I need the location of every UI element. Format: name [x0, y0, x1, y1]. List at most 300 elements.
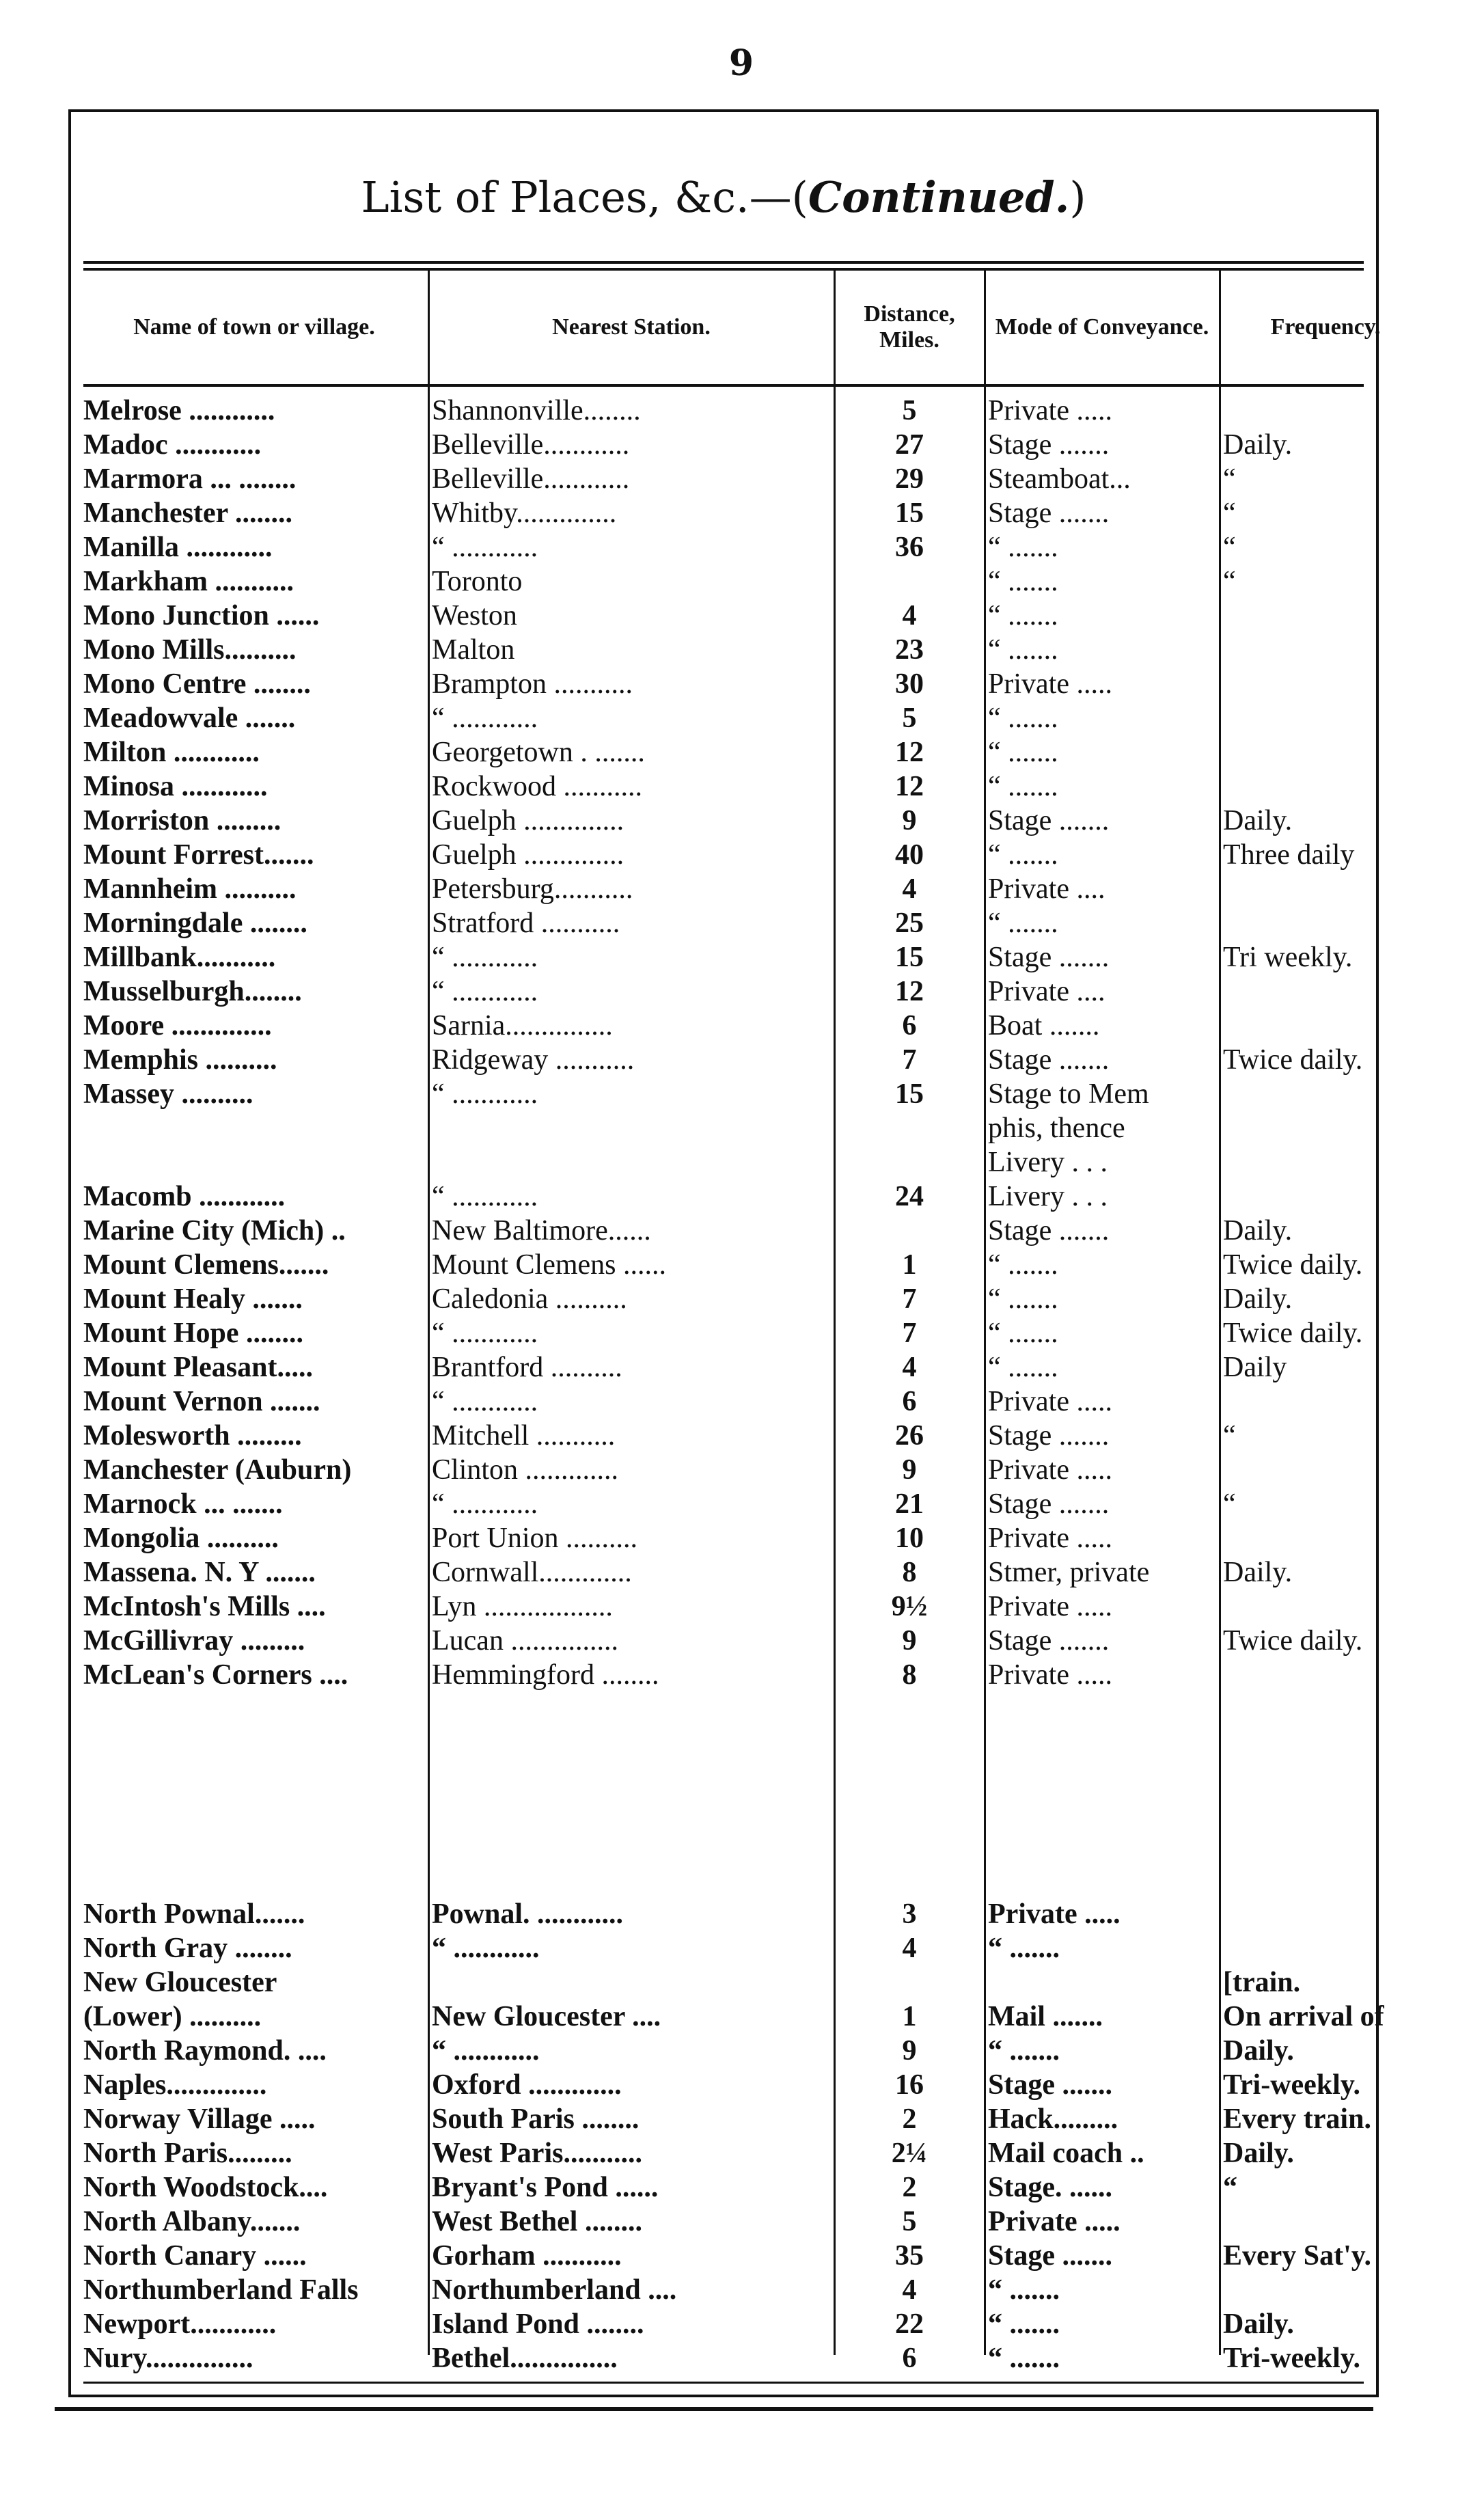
cell-town: Mount Clemens....... [83, 1249, 329, 1281]
cell-distance: 8 [902, 1557, 917, 1588]
cell-town: Manilla ............ [83, 532, 273, 563]
cell-station: Island Pond ........ [432, 2308, 644, 2340]
cell-mode: Stage ....... [988, 805, 1110, 836]
cell-town: Mongolia .......... [83, 1523, 279, 1554]
cell-station: Stratford ........... [432, 908, 620, 939]
cell-station: Georgetown . ....... [432, 737, 645, 768]
cell-mode: Stage ....... [988, 1625, 1110, 1657]
cell-town: North Pownal....... [83, 1898, 305, 1930]
cell-mode: Private ..... [988, 1523, 1112, 1554]
cell-station: Mount Clemens ...... [432, 1249, 666, 1281]
cell-mode: “ ....... [988, 634, 1058, 666]
table-row [71, 1248, 1376, 1282]
cell-mode: “ ....... [988, 1283, 1058, 1315]
cell-town: North Paris......... [83, 2138, 292, 2169]
table-row [71, 1145, 1376, 1180]
table-row [71, 1555, 1376, 1590]
cell-frequency: “ [1223, 463, 1236, 495]
cell-distance: 15 [895, 497, 924, 529]
cell-station: Belleville............ [432, 463, 630, 495]
table-row [71, 735, 1376, 769]
cell-station: Oxford ............. [432, 2069, 622, 2101]
cell-mode: Boat ....... [988, 1010, 1100, 1041]
table-row [71, 1931, 1376, 1965]
cell-station: Shannonville........ [432, 395, 641, 426]
cell-station: Petersburg........... [432, 873, 633, 905]
cell-distance: 3 [902, 1898, 917, 1930]
cell-station: “ ............ [432, 1318, 538, 1349]
cell-station: Ridgeway ........... [432, 1044, 635, 1076]
cell-town: Nury............... [83, 2343, 253, 2374]
header-station: Nearest Station. [552, 314, 711, 340]
cell-station: “ ............ [432, 1488, 538, 1520]
table-row [71, 1009, 1376, 1043]
cell-town: Madoc ............ [83, 429, 262, 461]
cell-town: Mannheim .......... [83, 873, 297, 905]
table-row [71, 2273, 1376, 2307]
cell-distance: 1 [902, 1249, 917, 1281]
cell-town: Morriston ......... [83, 805, 281, 836]
cell-mode: “ ....... [988, 2035, 1060, 2067]
cell-mode: Stage ....... [988, 1215, 1110, 1246]
title-italic: Continued. [808, 172, 1070, 222]
cell-distance: 12 [895, 771, 924, 802]
cell-station: Northumberland .... [432, 2274, 677, 2306]
table-row [71, 1795, 1376, 1829]
cell-distance: 4 [902, 1933, 917, 1964]
header-frequency: Frequency. [1270, 314, 1381, 340]
cell-station: Guelph .............. [432, 839, 624, 871]
cell-distance: 27 [895, 429, 924, 461]
cell-town: North Woodstock.... [83, 2172, 328, 2203]
table-header [71, 273, 1381, 382]
cell-station: “ ............ [432, 1933, 540, 1964]
cell-town: North Albany....... [83, 2206, 301, 2237]
cell-distance: 30 [895, 668, 924, 700]
cell-mode: Private ..... [988, 1591, 1112, 1622]
table-row [71, 1282, 1376, 1316]
cell-frequency: Tri weekly. [1223, 942, 1353, 973]
table-row [71, 564, 1376, 599]
cell-mode: “ ....... [988, 2308, 1060, 2340]
cell-town: Marnock ... ....... [83, 1488, 283, 1520]
cell-town: North Raymond. .... [83, 2035, 327, 2067]
cell-distance: 16 [895, 2069, 924, 2101]
cell-frequency: Daily. [1223, 2138, 1294, 2169]
cell-distance: 9 [902, 1454, 917, 1486]
cell-frequency: Daily. [1223, 429, 1293, 461]
cell-town: Meadowvale ....... [83, 703, 296, 734]
cell-town: McLean's Corners .... [83, 1659, 348, 1691]
cell-distance: 2¼ [891, 2138, 928, 2169]
cell-town: Moore .............. [83, 1010, 272, 1041]
cell-mode: Stage. ...... [988, 2172, 1112, 2203]
cell-station: “ ............ [432, 942, 538, 973]
cell-mode: “ ....... [988, 1933, 1060, 1964]
cell-frequency: Daily. [1223, 1283, 1293, 1315]
table-row [71, 599, 1376, 633]
cell-station: Toronto [432, 566, 523, 597]
cell-distance: 12 [895, 737, 924, 768]
table-row [71, 1897, 1376, 1931]
cell-frequency: “ [1223, 497, 1236, 529]
cell-frequency: “ [1223, 532, 1236, 563]
cell-station: “ ............ [432, 532, 538, 563]
table-row [71, 701, 1376, 735]
cell-station: “ ............ [432, 1181, 538, 1212]
table-row [71, 2034, 1376, 2068]
cell-distance: 9½ [891, 1591, 928, 1622]
cell-town: Norway Village ..... [83, 2103, 316, 2135]
cell-town: Mount Pleasant..... [83, 1352, 313, 1383]
table-row [71, 667, 1376, 701]
cell-town: Mono Centre ........ [83, 668, 311, 700]
table-row [71, 2102, 1376, 2136]
cell-frequency: Tri-weekly. [1223, 2069, 1361, 2101]
cell-station: “ ............ [432, 1078, 538, 1110]
cell-station: West Bethel ........ [432, 2206, 642, 2237]
table-row [71, 1487, 1376, 1521]
table-row [71, 1692, 1376, 1726]
cell-town: Melrose ............ [83, 395, 275, 426]
cell-distance: 9 [902, 1625, 917, 1657]
header-top-rule-2 [83, 268, 1364, 271]
cell-station: Rockwood ........... [432, 771, 642, 802]
cell-distance: 36 [895, 532, 924, 563]
cell-distance: 10 [895, 1523, 924, 1554]
cell-distance: 4 [902, 873, 917, 905]
cell-station: Cornwall............. [432, 1557, 632, 1588]
cell-town: Manchester (Auburn) [83, 1454, 352, 1486]
cell-mode: Stage to Mem [988, 1078, 1149, 1110]
table-row [71, 394, 1376, 428]
cell-mode: “ ....... [988, 2274, 1060, 2306]
cell-distance: 4 [902, 1352, 917, 1383]
cell-station: Bryant's Pond ...... [432, 2172, 659, 2203]
table-row [71, 1316, 1376, 1350]
cell-station: Malton [432, 634, 515, 666]
title-main: List of Places, &c.—( [361, 172, 808, 222]
cell-station: Clinton ............. [432, 1454, 619, 1486]
cell-distance: 26 [895, 1420, 924, 1451]
page-number: 9 [728, 42, 754, 84]
cell-distance: 6 [902, 1386, 917, 1417]
cell-frequency: Daily [1223, 1352, 1287, 1383]
cell-station: Brampton ........... [432, 668, 633, 700]
cell-station: Weston [432, 600, 517, 631]
cell-station: “ ............ [432, 1386, 538, 1417]
cell-frequency: Daily. [1223, 1557, 1293, 1588]
cell-mode: “ ....... [988, 532, 1058, 563]
cell-station: Whitby.............. [432, 497, 617, 529]
cell-mode: Steamboat... [988, 463, 1131, 495]
cell-mode: Private .... [988, 873, 1105, 905]
cell-mode: Livery . . . [988, 1181, 1108, 1212]
cell-station: Gorham ........... [432, 2240, 622, 2272]
cell-town: Newport............ [83, 2308, 277, 2340]
title-close: ) [1069, 172, 1086, 222]
cell-distance: 5 [902, 2206, 917, 2237]
cell-mode: “ ....... [988, 737, 1058, 768]
cell-frequency: Tri-weekly. [1223, 2343, 1361, 2374]
cell-frequency: “ [1223, 1420, 1236, 1451]
cell-distance: 15 [895, 942, 924, 973]
cell-station: West Paris........... [432, 2138, 642, 2169]
cell-town: Molesworth ......... [83, 1420, 302, 1451]
cell-distance: 4 [902, 2274, 917, 2306]
table-row [71, 1829, 1376, 1863]
table-row [71, 2000, 1384, 2034]
cell-mode: Stage ....... [988, 429, 1110, 461]
cell-mode: Stmer, private [988, 1557, 1150, 1588]
page-title [71, 172, 1376, 222]
table-row [71, 2068, 1376, 2102]
cell-station: “ ............ [432, 703, 538, 734]
table-row [71, 1521, 1376, 1555]
cell-frequency: Twice daily. [1223, 1044, 1363, 1076]
cell-frequency: Daily. [1223, 2308, 1294, 2340]
cell-mode: Private ..... [988, 668, 1112, 700]
cell-mode: “ ....... [988, 839, 1058, 871]
cell-mode: Private ..... [988, 1898, 1121, 1930]
cell-town: Milton ............ [83, 737, 260, 768]
cell-mode: Stage ....... [988, 497, 1110, 529]
cell-mode: Hack......... [988, 2103, 1118, 2135]
cell-town: Manchester ........ [83, 497, 292, 529]
cell-distance: 2 [902, 2103, 917, 2135]
header-bottom-rule [83, 384, 1364, 387]
cell-frequency: Three daily [1223, 839, 1355, 871]
table-row [71, 1590, 1376, 1624]
table-row [71, 530, 1376, 564]
cell-town: Massena. N. Y ....... [83, 1557, 316, 1588]
table-row [71, 1077, 1376, 1111]
cell-station: Brantford .......... [432, 1352, 622, 1383]
cell-station: Pownal. ............ [432, 1898, 624, 1930]
cell-town: North Canary ...... [83, 2240, 307, 2272]
table-row [71, 1965, 1376, 2000]
cell-frequency: “ [1223, 2172, 1237, 2203]
cell-frequency: Every train. [1223, 2103, 1371, 2135]
cell-distance: 35 [895, 2240, 924, 2272]
cell-station: Port Union .......... [432, 1523, 638, 1554]
cell-town: North Gray ........ [83, 1933, 292, 1964]
cell-mode: “ ....... [988, 771, 1058, 802]
cell-station: Mitchell ........... [432, 1420, 616, 1451]
table-frame [68, 109, 1384, 2397]
table-row [71, 1043, 1376, 1077]
cell-distance: 9 [902, 2035, 917, 2067]
cell-town: McIntosh's Mills .... [83, 1591, 326, 1622]
cell-mode: Private ..... [988, 1454, 1112, 1486]
cell-town: Minosa ............ [83, 771, 268, 802]
cell-town: Musselburgh........ [83, 976, 302, 1007]
cell-distance: 23 [895, 634, 924, 666]
header-top-rule [83, 261, 1364, 264]
cell-distance: 8 [902, 1659, 917, 1691]
cell-distance: 9 [902, 805, 917, 836]
cell-town: Northumberland Falls [83, 2274, 359, 2306]
table-row [71, 940, 1376, 974]
cell-mode: “ ....... [988, 1249, 1058, 1281]
page-bottom-rule [55, 2407, 1373, 2411]
cell-town: Macomb ............ [83, 1181, 286, 1212]
cell-mode: “ ....... [988, 600, 1058, 631]
table-row [71, 496, 1376, 530]
cell-mode: Private ..... [988, 1386, 1112, 1417]
cell-mode: Stage ....... [988, 1488, 1110, 1520]
cell-distance: 7 [902, 1318, 917, 1349]
cell-town: Millbank........... [83, 942, 276, 973]
cell-station: “ ............ [432, 2035, 540, 2067]
cell-station: Guelph .............. [432, 805, 624, 836]
cell-mode: Stage ....... [988, 1420, 1110, 1451]
cell-distance: 24 [895, 1181, 924, 1212]
cell-distance: 40 [895, 839, 924, 871]
cell-town: McGillivray ......... [83, 1625, 305, 1657]
cell-town: Mono Junction ...... [83, 600, 320, 631]
cell-station: Lyn .................. [432, 1591, 613, 1622]
cell-town: Mono Mills.......... [83, 634, 297, 666]
cell-station: Sarnia............... [432, 1010, 613, 1041]
cell-mode: Private ..... [988, 2206, 1121, 2237]
table-row [71, 1726, 1376, 1760]
cell-mode: Private ..... [988, 395, 1112, 426]
cell-distance: 4 [902, 600, 917, 631]
cell-town: Markham ........... [83, 566, 294, 597]
cell-distance: 12 [895, 976, 924, 1007]
table-row [71, 1419, 1376, 1453]
cell-frequency: Daily. [1223, 2035, 1294, 2067]
cell-mode: Stage ....... [988, 1044, 1110, 1076]
cell-mode: Stage ....... [988, 942, 1110, 973]
cell-distance: 22 [895, 2308, 924, 2340]
cell-station: New Gloucester .... [432, 2001, 661, 2032]
cell-town: Naples.............. [83, 2069, 267, 2101]
cell-distance: 1 [902, 2001, 917, 2032]
cell-frequency: Twice daily. [1223, 1625, 1363, 1657]
table-row [71, 462, 1376, 496]
cell-distance: 7 [902, 1283, 917, 1315]
table-row [71, 428, 1376, 462]
cell-town: Morningdale ........ [83, 908, 307, 939]
table-row [71, 1658, 1376, 1692]
table-row [71, 2239, 1376, 2273]
cell-distance: 2 [902, 2172, 917, 2203]
table-row [71, 633, 1376, 667]
cell-town: New Gloucester [83, 1967, 277, 1998]
cell-station: Bethel............... [432, 2343, 618, 2374]
table-row [71, 1385, 1376, 1419]
table-row [71, 804, 1376, 838]
cell-mode: Livery . . . [988, 1147, 1108, 1178]
table-row [71, 838, 1376, 872]
cell-station: “ ............ [432, 976, 538, 1007]
cell-mode: Stage ....... [988, 2240, 1112, 2272]
header-mode: Mode of Conveyance. [995, 314, 1209, 340]
table-row [71, 1350, 1376, 1385]
cell-distance: 5 [902, 395, 917, 426]
cell-mode: “ ....... [988, 703, 1058, 734]
table-row [71, 2341, 1376, 2375]
cell-town: Marine City (Mich) .. [83, 1215, 346, 1246]
table-row [71, 1760, 1376, 1795]
cell-station: New Baltimore...... [432, 1215, 651, 1246]
cell-frequency: Daily. [1223, 805, 1293, 836]
table-row [71, 974, 1376, 1009]
cell-distance: 7 [902, 1044, 917, 1076]
cell-mode: Mail ....... [988, 2001, 1103, 2032]
cell-mode: “ ....... [988, 2343, 1060, 2374]
cell-town: Mount Forrest....... [83, 839, 314, 871]
table-row [71, 1453, 1376, 1487]
cell-mode: “ ....... [988, 1318, 1058, 1349]
header-distance: Distance, Miles. [864, 301, 955, 353]
cell-distance: 5 [902, 703, 917, 734]
table-row [71, 769, 1376, 804]
cell-mode: Mail coach .. [988, 2138, 1144, 2169]
cell-town: Memphis .......... [83, 1044, 277, 1076]
cell-station: Hemmingford ........ [432, 1659, 659, 1691]
table-row [71, 906, 1376, 940]
cell-frequency: “ [1223, 566, 1236, 597]
cell-frequency: Twice daily. [1223, 1318, 1363, 1349]
cell-station: Belleville............ [432, 429, 630, 461]
cell-frequency: “ [1223, 1488, 1236, 1520]
cell-station: South Paris ........ [432, 2103, 640, 2135]
cell-mode: Private .... [988, 976, 1105, 1007]
table-row [71, 2307, 1376, 2341]
cell-distance: 21 [895, 1488, 924, 1520]
table-row [71, 1111, 1376, 1145]
table-row [71, 2170, 1376, 2205]
table-row [71, 2136, 1376, 2170]
cell-frequency: [train. [1223, 1967, 1301, 1998]
cell-mode: “ ....... [988, 566, 1058, 597]
cell-distance: 6 [902, 1010, 917, 1041]
table-bottom-rule [83, 2382, 1364, 2384]
cell-frequency: Daily. [1223, 1215, 1293, 1246]
cell-town: Mount Healy ....... [83, 1283, 303, 1315]
cell-mode: “ ....... [988, 908, 1058, 939]
cell-mode: “ ....... [988, 1352, 1058, 1383]
cell-frequency: On arrival of [1223, 2001, 1384, 2032]
header-town: Name of town or village. [133, 314, 375, 340]
cell-distance: 29 [895, 463, 924, 495]
table-row [71, 1214, 1376, 1248]
cell-station: Lucan ............... [432, 1625, 618, 1657]
cell-town: Mount Hope ........ [83, 1318, 304, 1349]
cell-distance: 15 [895, 1078, 924, 1110]
table-row [71, 2205, 1376, 2239]
cell-frequency: Twice daily. [1223, 1249, 1363, 1281]
cell-town: Mount Vernon ....... [83, 1386, 320, 1417]
cell-town: Marmora ... ........ [83, 463, 297, 495]
table-row [71, 1863, 1376, 1897]
table-row [71, 1180, 1376, 1214]
cell-distance: 25 [895, 908, 924, 939]
cell-station: Caledonia .......... [432, 1283, 627, 1315]
cell-frequency: Every Sat'y. [1223, 2240, 1371, 2272]
cell-town: Massey .......... [83, 1078, 253, 1110]
cell-distance: 6 [902, 2343, 917, 2374]
cell-mode: phis, thence [988, 1113, 1125, 1144]
cell-town: (Lower) .......... [83, 2001, 262, 2032]
table-row [71, 1624, 1376, 1658]
cell-mode: Private ..... [988, 1659, 1112, 1691]
table-row [71, 872, 1376, 906]
cell-mode: Stage ....... [988, 2069, 1112, 2101]
